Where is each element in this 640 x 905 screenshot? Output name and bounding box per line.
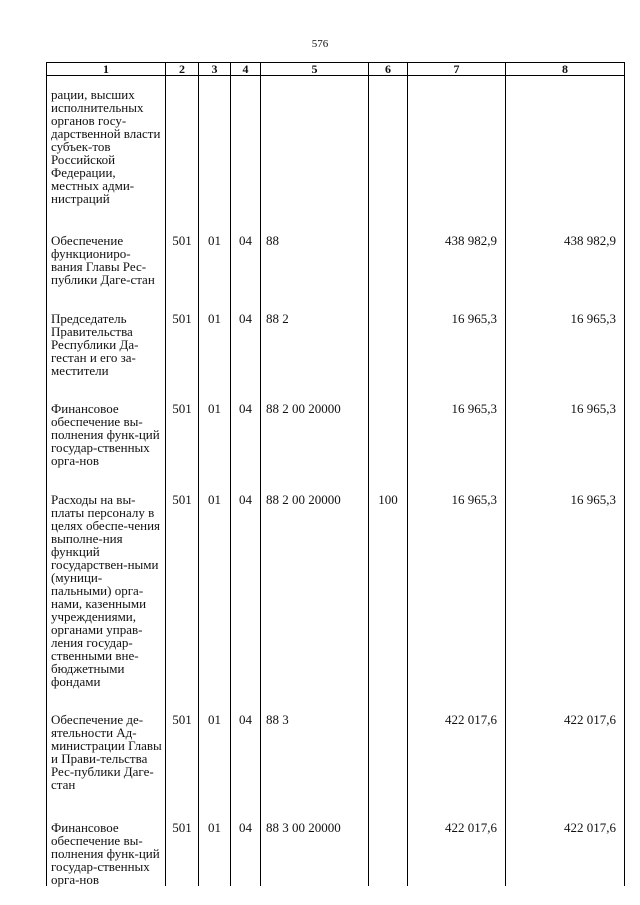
cell-c3: 01 xyxy=(199,796,231,886)
cell-c5: 88 2 00 20000 xyxy=(261,377,369,468)
cell-c5: 88 2 00 20000 xyxy=(261,468,369,688)
cell-c6 xyxy=(369,76,408,209)
cell-c5: 88 3 00 20000 xyxy=(261,796,369,886)
cell-c7: 16 965,3 xyxy=(408,377,506,468)
cell-c2: 501 xyxy=(166,287,199,377)
column-header: 2 xyxy=(166,63,199,76)
cell-c5 xyxy=(261,76,369,209)
row-name: Председатель Правительства Республики Да-гестан и его за-местители xyxy=(47,287,166,377)
cell-c8: 422 017,6 xyxy=(506,688,625,796)
table-row xyxy=(47,796,625,886)
cell-c4 xyxy=(231,76,261,209)
cell-c5: 88 xyxy=(261,209,369,287)
column-header: 8 xyxy=(506,63,625,76)
column-header: 6 xyxy=(369,63,408,76)
cell-c3: 01 xyxy=(199,287,231,377)
cell-c4: 04 xyxy=(231,209,261,287)
row-name: Обеспечение функциониро-вания Главы Рес-публики Даге-стан xyxy=(47,209,166,287)
cell-c2: 501 xyxy=(166,796,199,886)
cell-c4: 04 xyxy=(231,377,261,468)
cell-c8 xyxy=(506,76,625,209)
cell-c3: 01 xyxy=(199,688,231,796)
column-header: 5 xyxy=(261,63,369,76)
cell-c6 xyxy=(369,287,408,377)
cell-c7: 438 982,9 xyxy=(408,209,506,287)
cell-c3 xyxy=(199,76,231,209)
cell-c2 xyxy=(166,76,199,209)
table-row xyxy=(47,688,625,796)
cell-c8: 16 965,3 xyxy=(506,468,625,688)
cell-c8: 16 965,3 xyxy=(506,377,625,468)
column-header: 3 xyxy=(199,63,231,76)
table-row xyxy=(47,287,625,377)
cell-c8: 16 965,3 xyxy=(506,287,625,377)
cell-c6 xyxy=(369,796,408,886)
table-row xyxy=(47,377,625,468)
table-row xyxy=(47,76,625,209)
cell-c4: 04 xyxy=(231,287,261,377)
cell-c6 xyxy=(369,688,408,796)
column-header: 4 xyxy=(231,63,261,76)
row-name: Расходы на вы-платы персоналу в целях обеспе-чения выполне-ния функций государствен-ными (муници-пальными) орга-нами, казенными учреждениями, органами управ-ления государ-ственными вне-бюджетными фондами xyxy=(47,468,166,688)
cell-c7: 422 017,6 xyxy=(408,688,506,796)
budget-table xyxy=(46,62,625,886)
table-header-row xyxy=(47,63,625,76)
cell-c6: 100 xyxy=(369,468,408,688)
cell-c3: 01 xyxy=(199,209,231,287)
cell-c3: 01 xyxy=(199,377,231,468)
cell-c6 xyxy=(369,377,408,468)
cell-c7: 422 017,6 xyxy=(408,796,506,886)
cell-c8: 422 017,6 xyxy=(506,796,625,886)
cell-c5: 88 3 xyxy=(261,688,369,796)
row-name: рации, высших исполнительных органов госу-дарственной власти субъек-тов Российской Федерации, местных адми-нистраций xyxy=(47,76,166,209)
cell-c6 xyxy=(369,209,408,287)
column-header: 1 xyxy=(47,63,166,76)
cell-c4: 04 xyxy=(231,796,261,886)
cell-c7: 16 965,3 xyxy=(408,287,506,377)
cell-c8: 438 982,9 xyxy=(506,209,625,287)
cell-c2: 501 xyxy=(166,468,199,688)
row-name: Обеспечение де-ятельности Ад-министрации Главы и Прави-тельства Рес-публики Даге-стан xyxy=(47,688,166,796)
page-number: 576 xyxy=(311,38,329,50)
cell-c7 xyxy=(408,76,506,209)
row-name: Финансовое обеспечение вы-полнения функ-ций государ-ственных орга-нов xyxy=(47,377,166,468)
cell-c7: 16 965,3 xyxy=(408,468,506,688)
cell-c2: 501 xyxy=(166,688,199,796)
cell-c4: 04 xyxy=(231,468,261,688)
table-row xyxy=(47,209,625,287)
cell-c2: 501 xyxy=(166,377,199,468)
cell-c5: 88 2 xyxy=(261,287,369,377)
row-name: Финансовое обеспечение вы-полнения функ-ций государ-ственных орга-нов xyxy=(47,796,166,886)
cell-c2: 501 xyxy=(166,209,199,287)
cell-c3: 01 xyxy=(199,468,231,688)
column-header: 7 xyxy=(408,63,506,76)
cell-c4: 04 xyxy=(231,688,261,796)
table-row xyxy=(47,468,625,688)
